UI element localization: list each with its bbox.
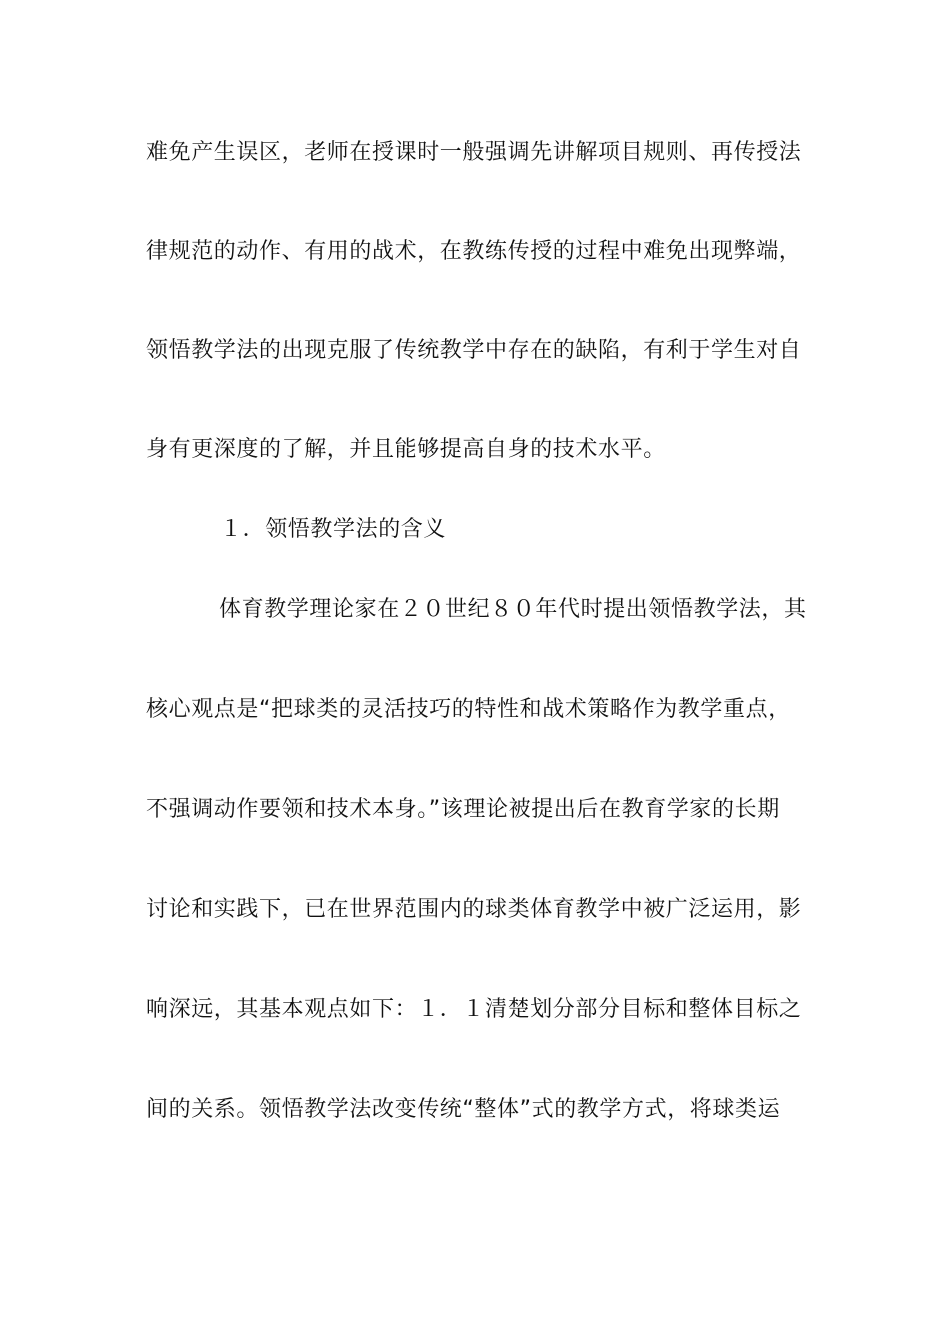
paragraph-line: 不强调动作要领和技术本身。”该理论被提出后在教育学家的长期	[146, 797, 780, 822]
paragraph-line: 核心观点是“把球类的灵活技巧的特性和战术策略作为教学重点，	[146, 697, 791, 722]
paragraph-line: 难免产生误区，老师在授课时一般强调先讲解项目规则、再传授法	[146, 140, 802, 165]
section-heading: １．领悟教学法的含义	[220, 517, 447, 542]
paragraph-line: 间的关系。领悟教学法改变传统“整体”式的教学方式，将球类运	[146, 1097, 781, 1122]
paragraph-line: 身有更深度的了解，并且能够提高自身的技术水平。	[146, 437, 666, 462]
paragraph-line: 体育教学理论家在２０世纪８０年代时提出领悟教学法，其	[219, 597, 807, 622]
paragraph-line: 领悟教学法的出现克服了传统教学中存在的缺陷，有利于学生对自	[146, 338, 802, 363]
paragraph-line: 响深远，其基本观点如下：１．１清楚划分部分目标和整体目标之	[146, 997, 802, 1022]
paragraph-line: 讨论和实践下，已在世界范围内的球类体育教学中被广泛运用，影	[146, 897, 802, 922]
paragraph-line: 律规范的动作、有用的战术，在教练传授的过程中难免出现弊端，	[146, 239, 802, 264]
